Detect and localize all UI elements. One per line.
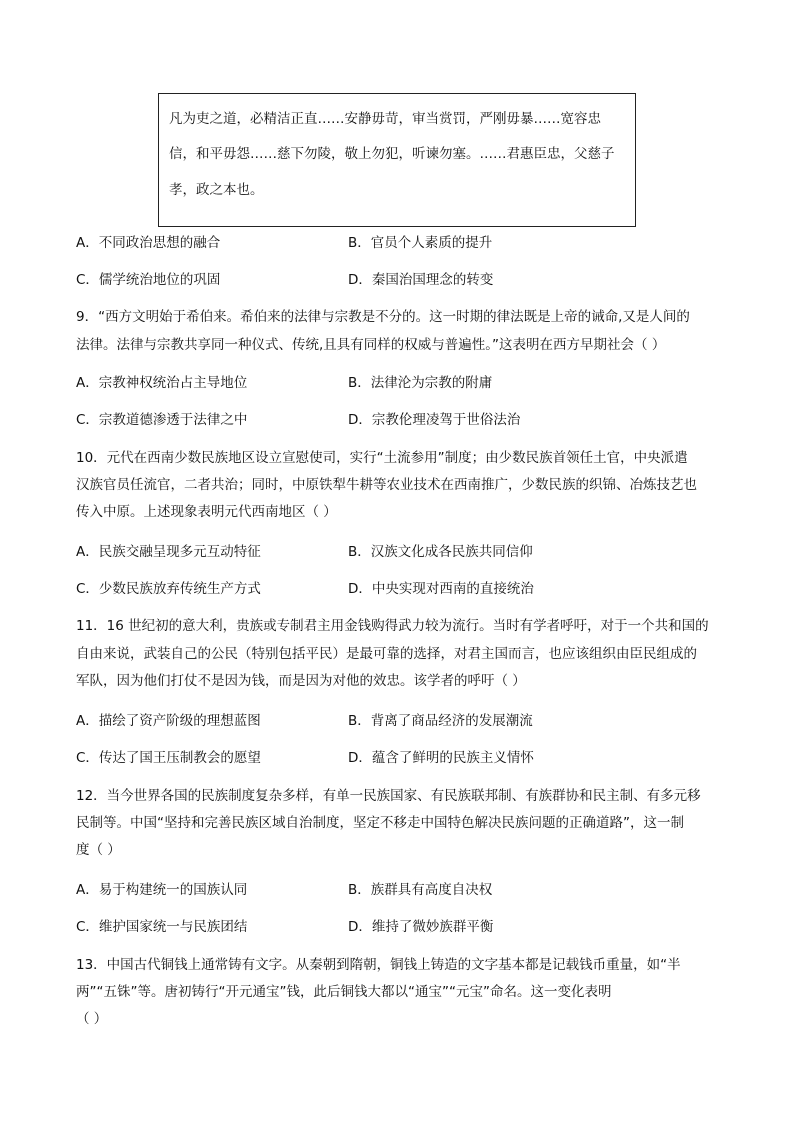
quote-box: [158, 93, 636, 227]
q8-option-a[interactable]: A．不同政治思想的融合: [76, 235, 221, 251]
q8-option-c[interactable]: C．儒学统治地位的巩固: [76, 272, 221, 288]
quote-line: 信，和平毋怨……慈下勿陵，敬上勿犯，听谏勿塞。……君惠臣忠，父慈子: [169, 146, 615, 162]
q10-option-a[interactable]: A．民族交融呈现多元互动特征: [76, 544, 261, 560]
q11-stem-line: 自由来说，武装自己的公民（特别包括平民）是最可靠的选择，对君主国而言，也应该组织由臣民组成的: [76, 646, 697, 662]
q12-option-b[interactable]: B．族群具有高度自决权: [348, 882, 493, 898]
q12-option-d[interactable]: D．维持了微妙族群平衡: [348, 919, 494, 935]
q11-option-a[interactable]: A．描绘了资产阶级的理想蓝图: [76, 713, 261, 729]
q10-option-c[interactable]: C．少数民族放弃传统生产方式: [76, 581, 261, 597]
q12-option-c[interactable]: C．维护国家统一与民族团结: [76, 919, 248, 935]
q9-option-d[interactable]: D．宗教伦理凌驾于世俗法治: [348, 412, 521, 428]
q12-stem-line: 度（ ）: [76, 842, 121, 858]
q9-option-a[interactable]: A．宗教神权统治占主导地位: [76, 375, 248, 391]
quote-line: 孝，政之本也。: [169, 182, 264, 198]
q9-stem-line: 9．“西方文明始于希伯来。希伯来的法律与宗教是不分的。这一时期的律法既是上帝的诫命,又是人间的: [76, 309, 690, 325]
q11-stem-line: 军队，因为他们打仗不是因为钱，而是因为对他的效忠。该学者的呼吁（ ）: [76, 673, 526, 689]
quote-line: 凡为吏之道，必精洁正直……安静毋苛，审当赏罚，严刚毋暴……宽容忠: [169, 111, 601, 127]
q8-option-b[interactable]: B．官员个人素质的提升: [348, 235, 493, 251]
q9-option-b[interactable]: B．法律沦为宗教的附庸: [348, 375, 493, 391]
q12-stem-line: 12．当今世界各国的民族制度复杂多样，有单一民族国家、有民族联邦制、有族群协和民主制、有多元移: [76, 788, 701, 804]
q10-stem-line: 10．元代在西南少数民族地区设立宣慰使司，实行“土流参用”制度；由少数民族首领任土官，中央派遣: [76, 450, 688, 466]
q10-option-b[interactable]: B．汉族文化成各民族共同信仰: [348, 544, 533, 560]
q10-stem-line: 汉族官员任流官，二者共治；同时，中原铁犁牛耕等农业技术在西南推广，少数民族的织锦、冶炼技艺也: [76, 477, 697, 493]
q11-option-c[interactable]: C．传达了国王压制教会的愿望: [76, 750, 261, 766]
q12-stem-line: 民制等。中国“坚持和完善民族区域自治制度，坚定不移走中国特色解决民族问题的正确道路”，这一制: [76, 815, 684, 831]
q12-option-a[interactable]: A．易于构建统一的国族认同: [76, 882, 248, 898]
q10-option-d[interactable]: D．中央实现对西南的直接统治: [348, 581, 534, 597]
q13-stem-line: 两”“五铢”等。唐初铸行“开元通宝”钱，此后铜钱大都以“通宝”“元宝”命名。这一变化表明: [76, 984, 612, 1000]
q13-stem-line: 13．中国古代铜钱上通常铸有文字。从秦朝到隋朝，铜钱上铸造的文字基本都是记载钱币重量，如“半: [76, 957, 681, 973]
q11-stem-line: 11．16 世纪初的意大利，贵族或专制君主用金钱购得武力较为流行。当时有学者呼吁，对于一个共和国的: [76, 618, 709, 634]
q10-stem-line: 传入中原。上述现象表明元代西南地区（ ）: [76, 504, 337, 520]
q9-stem-line: 法律。法律与宗教共享同一种仪式、传统,且具有同样的权威与普遍性。”这表明在西方早期社会（ ）: [76, 337, 666, 353]
q11-option-b[interactable]: B．背离了商品经济的发展潮流: [348, 713, 533, 729]
q8-option-d[interactable]: D．秦国治国理念的转变: [348, 272, 494, 288]
q13-stem-line: （ ）: [76, 1011, 108, 1027]
q11-option-d[interactable]: D．蕴含了鲜明的民族主义情怀: [348, 750, 534, 766]
q9-option-c[interactable]: C．宗教道德渗透于法律之中: [76, 412, 248, 428]
